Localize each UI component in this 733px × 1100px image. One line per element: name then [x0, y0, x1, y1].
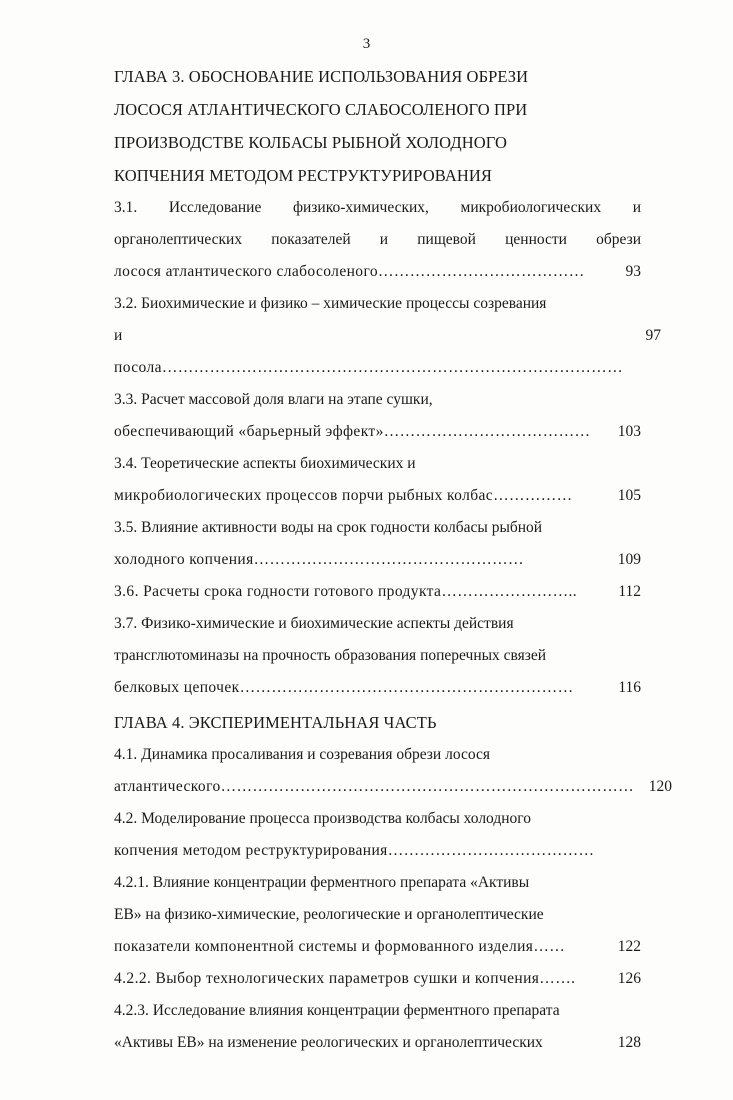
table-of-contents — [114, 60, 672, 1059]
toc-entry[interactable] — [114, 867, 641, 963]
toc-entry-line: 3.5. Влияние активности воды на срок годности колбасы рыбной — [114, 519, 543, 536]
toc-entry[interactable] — [114, 288, 661, 384]
toc-entry-page: 122 — [617, 938, 641, 955]
chapter-heading-line: ГЛАВА 4. ЭКСПЕРИМЕНТАЛЬНАЯ ЧАСТЬ — [114, 713, 437, 732]
chapter-heading-3 — [114, 60, 641, 192]
toc-entry-line: 3.6. Расчеты срока годности готового продукта…………………….. — [114, 583, 578, 600]
toc-entry-page: 97 — [645, 327, 661, 344]
toc-entry-line: 4.2.3. Исследование влияния концентрации ферментного препарата — [114, 1002, 560, 1019]
toc-entry[interactable] — [114, 448, 641, 512]
toc-entry[interactable] — [114, 739, 672, 803]
toc-entry-line: 4.2.2. Выбор технологических параметров сушки и копчения……. — [114, 970, 576, 987]
toc-entry[interactable] — [114, 384, 641, 448]
toc-entry-page: 112 — [618, 583, 641, 600]
toc-entry-page: 93 — [625, 263, 641, 280]
toc-entry[interactable] — [114, 995, 641, 1059]
chapter-heading-4 — [114, 706, 641, 739]
toc-entry-line: 3.4. Теоретические аспекты биохимических и — [114, 455, 416, 472]
toc-entry-page: 109 — [617, 551, 641, 568]
toc-entry[interactable] — [114, 608, 641, 704]
toc-entry-line: 3.7. Физико-химические и биохимические аспекты действия — [114, 615, 514, 632]
chapter-heading-line: ЛОСОСЯ АТЛАНТИЧЕСКОГО СЛАБОСОЛЕНОГО ПРИ — [114, 100, 528, 119]
chapter-heading-line: КОПЧЕНИЯ МЕТОДОМ РЕСТРУКТУРИРОВАНИЯ — [114, 166, 493, 185]
chapter-heading-line: ГЛАВА 3. ОБОСНОВАНИЕ ИСПОЛЬЗОВАНИЯ ОБРЕЗИ — [114, 67, 529, 86]
toc-entry-line: белковых цепочек……………………………………………………… — [114, 679, 574, 696]
toc-entry-line: лосося атлантического слабосоленого………………………………… — [114, 263, 585, 280]
toc-entry-line: 4.2.1. Влияние концентрации ферментного препарата «Активы — [114, 874, 530, 891]
toc-entry-page: 126 — [617, 970, 641, 987]
toc-entry-line: копчения методом реструктурирования………………………………… — [114, 842, 595, 859]
toc-entry-line: 3.2. Биохимические и физико – химические процессы созревания — [114, 295, 547, 312]
toc-entry[interactable] — [114, 576, 641, 608]
toc-entry-page: 120 — [648, 778, 672, 795]
toc-entry-line: ЕВ» на физико-химические, реологические и органолептические — [114, 906, 544, 923]
toc-entry-page: 128 — [617, 1034, 641, 1051]
toc-entry-line: микробиологических процессов порчи рыбных колбас…………… — [114, 487, 573, 504]
toc-entry[interactable] — [114, 963, 641, 995]
toc-entry[interactable] — [114, 192, 641, 288]
toc-entry[interactable] — [114, 512, 641, 576]
toc-entry-line: 3.1. Исследование физико-химических, микробиологических и — [114, 199, 641, 216]
toc-entry-line: трансглютоминазы на прочность образования поперечных связей — [114, 647, 547, 664]
toc-entry-line: обеспечивающий «барьерный эффект»………………………………… — [114, 423, 591, 440]
chapter-heading-line: ПРОИЗВОДСТВЕ КОЛБАСЫ РЫБНОЙ ХОЛОДНОГО — [114, 133, 507, 152]
toc-entry-line: «Активы ЕВ» на изменение реологических и органолептических — [114, 1034, 543, 1051]
toc-entry-line: и посола…………………………………………………………………………… — [114, 327, 623, 376]
toc-entry[interactable] — [114, 803, 641, 867]
toc-entry-line: 4.2. Моделирование процесса производства колбасы холодного — [114, 810, 532, 827]
toc-entry-page: 116 — [618, 679, 641, 696]
toc-entry-line: 4.1. Динамика просаливания и созревания обрези лосося — [114, 746, 490, 763]
toc-entry-line: показатели компонентной системы и формованного изделия…… — [114, 938, 566, 955]
toc-entry-line: органолептических показателей и пищевой ценности обрези — [114, 231, 641, 248]
toc-entry-line: 3.3. Расчет массовой доля влаги на этапе сушки, — [114, 391, 433, 408]
toc-entry-line: атлантического…………………………………………………………………… — [114, 778, 634, 795]
toc-entry-line: холодного копчения…………………………………………… — [114, 551, 524, 568]
toc-entry-page: 105 — [617, 487, 641, 504]
toc-entry-page: 103 — [617, 423, 641, 440]
page-number: 3 — [362, 36, 371, 52]
